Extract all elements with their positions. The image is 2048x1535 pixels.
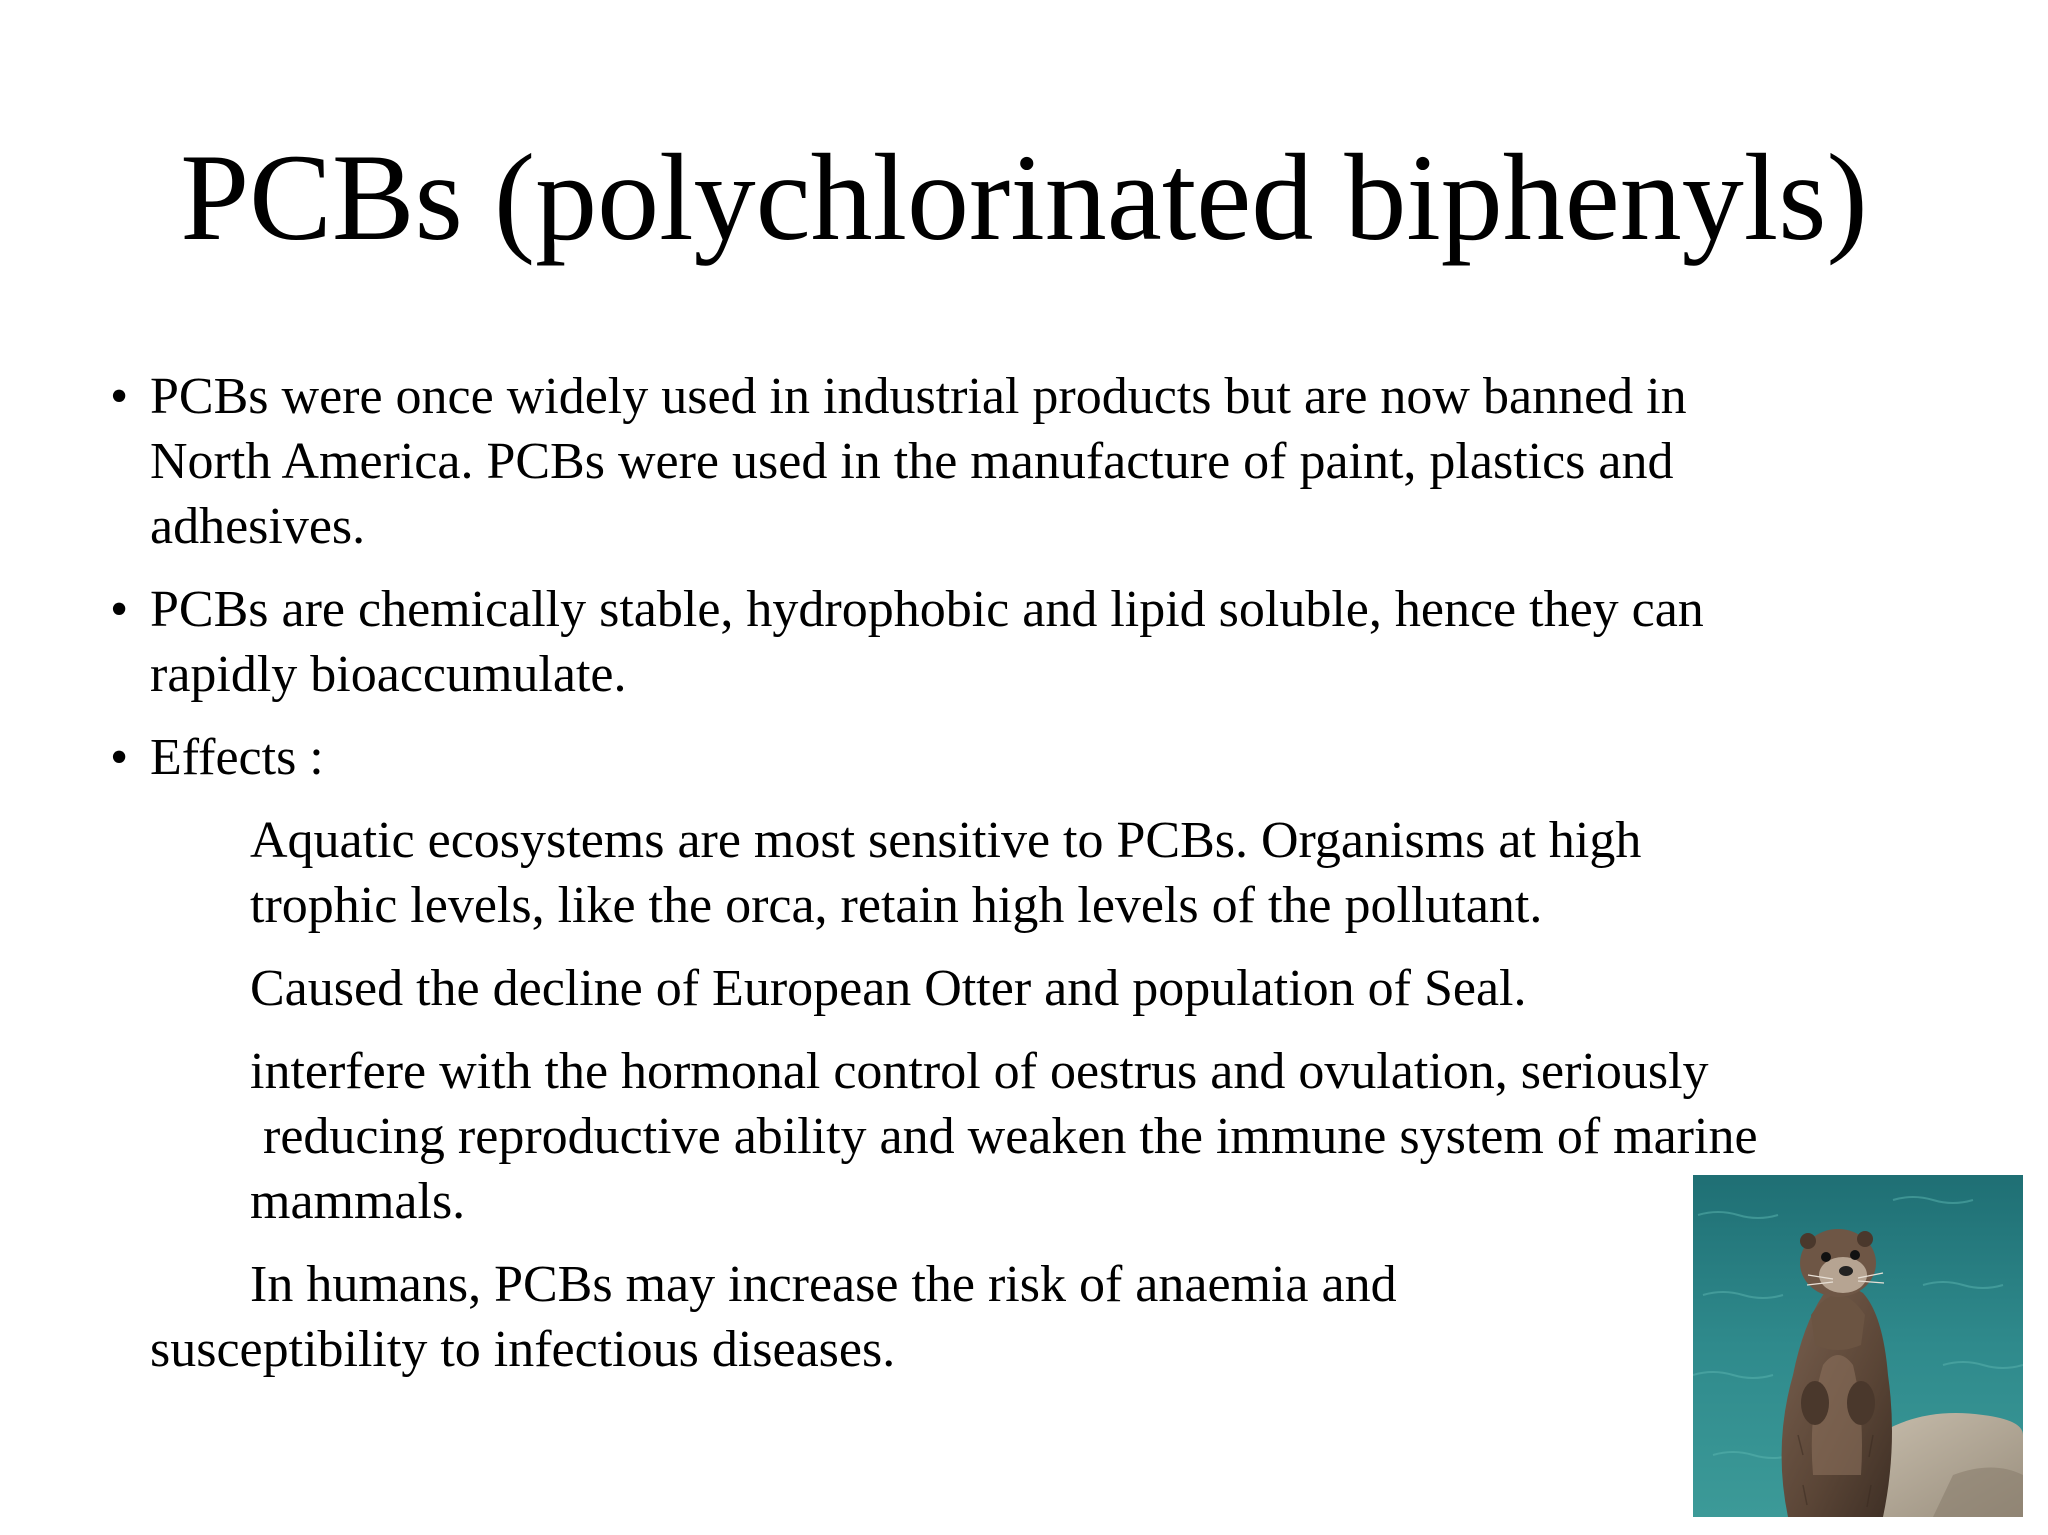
effect-line: Caused the decline of European Otter and population of Seal. [250,960,1527,1017]
effect-line: susceptibility to infectious diseases. [150,1321,896,1378]
otter-illustration [1693,1175,2023,1517]
effect-otter-seal [110,956,1990,1021]
slide-title: PCBs (polychlorinated biphenyls) [180,129,1868,266]
effect-aquatic [110,808,1990,938]
bullet-line: adhesives. [150,498,366,555]
bullet-properties [110,577,1990,707]
bullet-dot: • [110,729,129,786]
otter-photo [1693,1175,2023,1517]
effect-line: trophic levels, like the orca, retain high levels of the pollutant. [250,877,1543,934]
effect-line: Aquatic ecosystems are most sensitive to PCBs. Organisms at high [250,812,1642,869]
effect-line: mammals. [250,1173,466,1230]
humans-line-1: In humans, PCBs may increase the risk of anaemia and [250,1256,1397,1313]
bullet-dot: • [110,368,129,425]
bullet-usage [110,364,1990,559]
bullet-line: Effects : [150,729,324,786]
bullet-line: rapidly bioaccumulate. [150,646,627,703]
bullet-dot: • [110,581,129,638]
bullet-line: PCBs are chemically stable, hydrophobic and lipid soluble, hence they can [150,581,1704,638]
effect-line: reducing reproductive ability and weaken the immune system of marine [250,1108,1758,1165]
bullet-line: PCBs were once widely used in industrial products but are now banned in [150,368,1687,425]
effect-line: interfere with the hormonal control of oestrus and ovulation, seriously [250,1043,1709,1100]
bullet-line: North America. PCBs were used in the manufacture of paint, plastics and [150,433,1674,490]
bullet-effects [110,725,1990,790]
